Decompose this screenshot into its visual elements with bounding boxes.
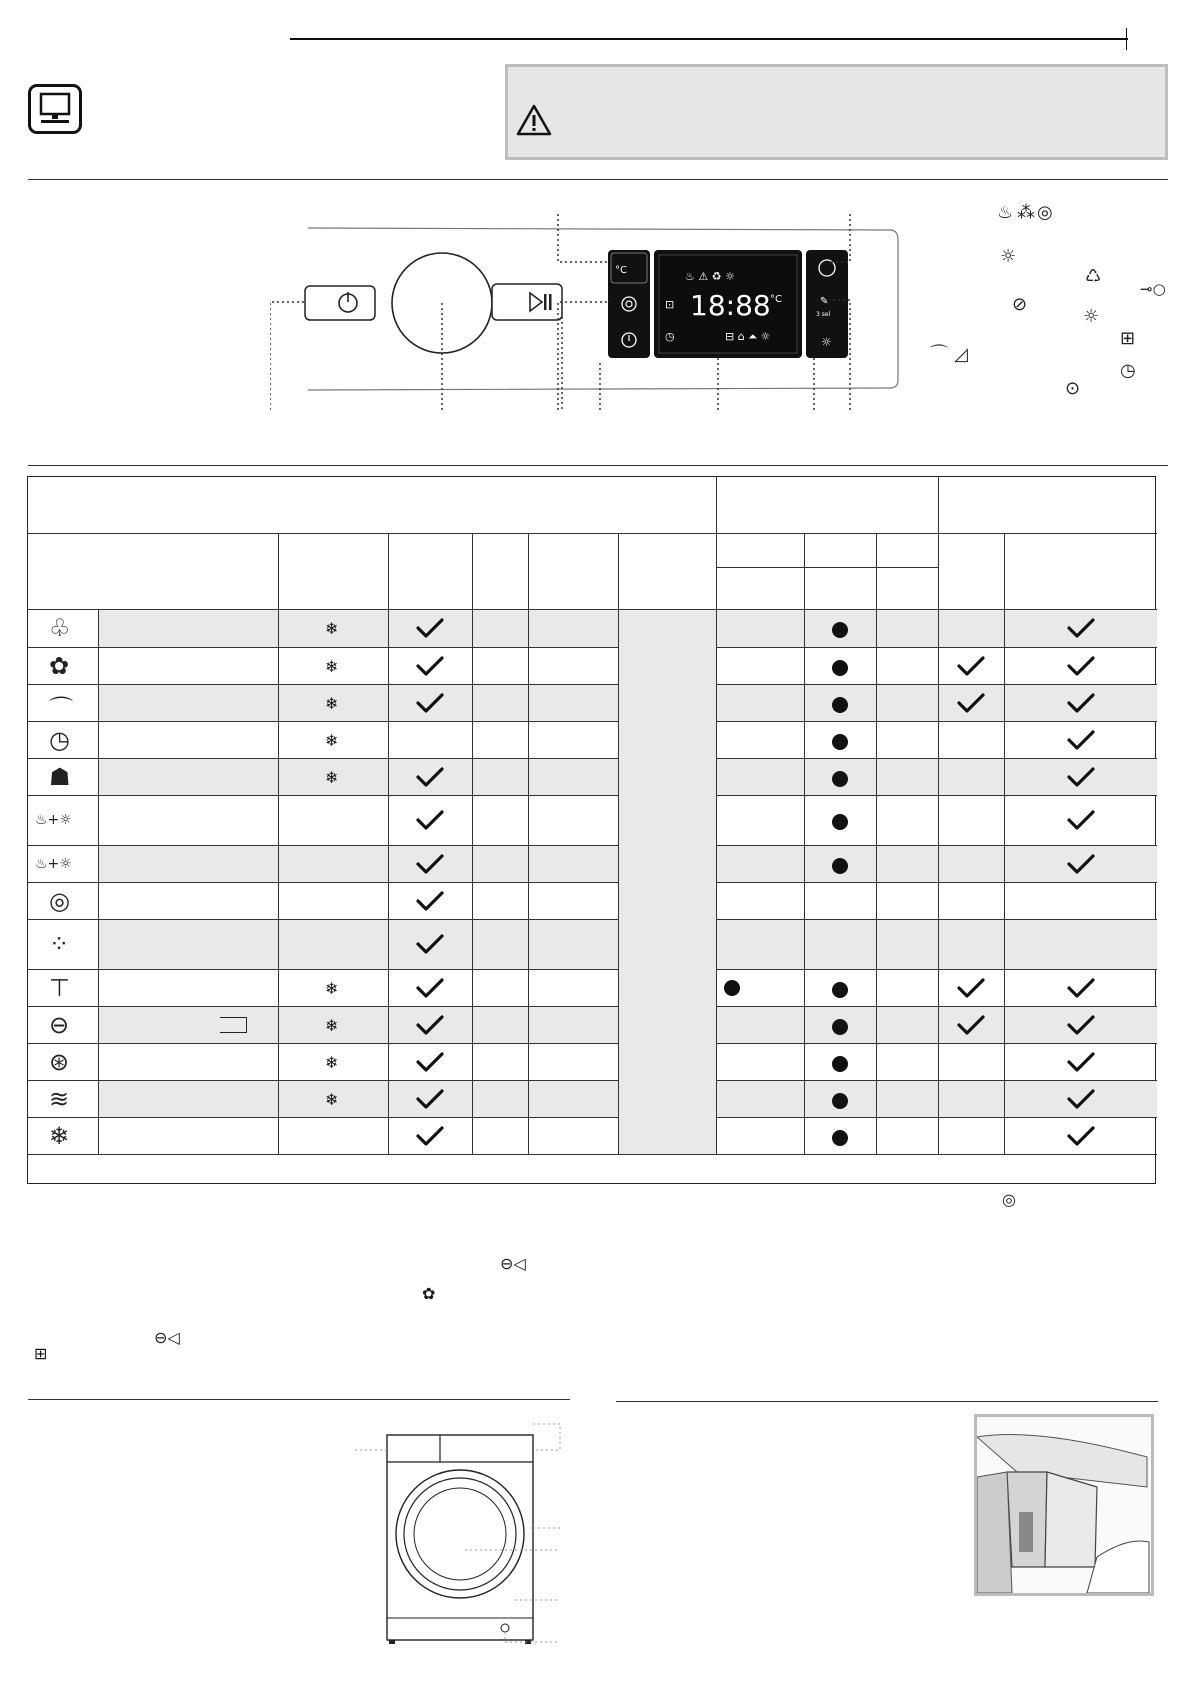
row-shade: [528, 758, 618, 795]
check-mark: [1066, 977, 1096, 999]
spin-icon: ◎: [1037, 202, 1053, 223]
header-rule: [28, 533, 1157, 534]
eco-cotton-icon: ⊖: [49, 1010, 70, 1039]
check-mark: [956, 692, 986, 714]
iron-icon: ◿: [954, 344, 968, 365]
key-lock-icon: ⊸○: [1140, 280, 1166, 298]
check-mark: [415, 809, 445, 831]
row-rule: [28, 758, 618, 759]
hygiene-shirt-icon: ☗: [49, 762, 71, 791]
check-mark: [956, 977, 986, 999]
svg-text:⊡: ⊡: [665, 298, 675, 311]
warning-triangle-icon: [516, 103, 552, 137]
dot-marker: [724, 980, 740, 996]
row-rule: [28, 882, 618, 883]
row-shade: [98, 609, 278, 647]
header-rule-end: [1126, 28, 1127, 50]
control-panel-diagram: [270, 200, 910, 420]
cotton-icon: ✿: [49, 651, 70, 680]
rinse-icon: ⁘: [49, 930, 70, 958]
col-rule: [938, 477, 939, 1154]
row-shade: [98, 684, 278, 721]
row-shade: [716, 684, 804, 721]
row-shade: [528, 1080, 618, 1117]
dot-marker: [832, 814, 848, 830]
row-rule: [28, 684, 618, 685]
snowflake-icon: ❄: [325, 730, 339, 750]
prewash-sun-90-icon: ♨+☼: [35, 855, 72, 872]
table-foot-rule: [28, 1154, 1157, 1155]
spin-drain-icon: ◎: [49, 886, 70, 915]
check-mark: [1066, 1125, 1096, 1147]
check-mark: [1066, 809, 1096, 831]
snowflake-icon: ❄: [325, 1015, 339, 1035]
row-rule: [28, 1043, 618, 1044]
row-rule: [716, 919, 1157, 920]
row-shade: [1068, 919, 1157, 969]
row-rule: [716, 647, 1157, 648]
wool-icon: ⊛: [49, 1047, 70, 1076]
delay-icon: ◷: [1120, 360, 1136, 381]
col-rule: [618, 533, 619, 1154]
svg-text:♨ ⚠ ♻ ☼: ♨ ⚠ ♻ ☼: [685, 270, 735, 283]
row-rule: [28, 795, 618, 796]
section-rule-left: [28, 1399, 570, 1400]
row-shade: [804, 919, 876, 969]
row-shade: [528, 919, 618, 969]
check-mark: [1066, 1014, 1096, 1036]
row-shade: [1004, 845, 1068, 882]
delicates-icon: ≋: [49, 1084, 70, 1113]
detergent-drawer: [974, 1414, 1154, 1596]
row-shade: [98, 919, 278, 969]
snowflake-icon: ❄: [325, 978, 339, 998]
dot-marker: [832, 771, 848, 787]
svg-text:18:88: 18:88: [690, 289, 771, 322]
dot-marker: [832, 660, 848, 676]
row-shade: [98, 758, 278, 795]
dot-marker: [832, 1093, 848, 1109]
row-rule: [716, 1080, 1157, 1081]
header-bottom-rule: [28, 609, 1157, 610]
section-rule-right: [616, 1401, 1158, 1402]
monitor-icon: [28, 84, 82, 134]
check-mark: [956, 655, 986, 677]
row-shade: [472, 609, 528, 647]
check-mark: [415, 1051, 445, 1073]
row-rule: [716, 845, 1157, 846]
row-shade: [472, 684, 528, 721]
check-mark: [415, 933, 445, 955]
svg-text:3 sel: 3 sel: [816, 311, 831, 318]
sun-dry-icon: ☼: [1000, 246, 1017, 267]
eco-timer-icon: ☼: [1083, 306, 1100, 327]
snowflake-icon: ❄: [325, 767, 339, 787]
row-shade: [1004, 684, 1068, 721]
row-shade: [876, 919, 938, 969]
row-shade: [278, 845, 388, 882]
row-shade: [472, 1080, 528, 1117]
check-mark: [1066, 1088, 1096, 1110]
row-shade: [472, 845, 528, 882]
col-rule: [876, 533, 877, 1154]
row-shade: [472, 919, 528, 969]
washing-machine-front: [355, 1420, 565, 1650]
row-shade: [716, 758, 804, 795]
check-mark: [415, 1088, 445, 1110]
check-mark: [415, 655, 445, 677]
warning-box: [505, 64, 1168, 160]
row-rule: [716, 1006, 1157, 1007]
snowflake-icon: ❄: [325, 619, 339, 638]
row-rule: [28, 721, 618, 722]
row-rule: [28, 1006, 618, 1007]
row-rule: [716, 882, 1157, 883]
check-mark: [1066, 853, 1096, 875]
prewash-icon: ♨: [997, 202, 1014, 223]
row-shade: [716, 845, 804, 882]
row-shade: [876, 845, 938, 882]
row-shade: [876, 1006, 938, 1043]
row-shade: [876, 1080, 938, 1117]
row-shade: [472, 758, 528, 795]
section-rule-1: [28, 179, 1168, 180]
col-rule: [278, 533, 279, 1154]
hygiene-icon: ♺: [1085, 266, 1102, 287]
door-icon: ⊞: [1120, 328, 1136, 349]
mixed-icon: ♧: [49, 614, 71, 642]
check-mark: [1066, 766, 1096, 788]
merged-column: [618, 609, 716, 1154]
dot-marker: [832, 982, 848, 998]
check-mark: [415, 692, 445, 714]
footnote-eco-cotton-icon-2: ⊖◁: [154, 1328, 180, 1347]
footnote-eco-cotton-icon: ⊖◁: [500, 1254, 526, 1273]
col-rule: [528, 533, 529, 1154]
shirt-icon: ⊤: [49, 973, 70, 1002]
row-shade: [98, 1080, 278, 1117]
row-shade: [876, 684, 938, 721]
col-rule: [1004, 533, 1005, 1154]
check-mark: [415, 1125, 445, 1147]
row-rule: [716, 684, 1157, 685]
snowflake-icon: ❄: [325, 1089, 339, 1109]
dot-marker: [832, 697, 848, 713]
row-shade: [98, 1006, 278, 1043]
check-mark: [1066, 617, 1096, 639]
footnote-spin-icon: ◎: [1002, 1190, 1016, 1209]
row-shade: [98, 845, 278, 882]
row-shade: [278, 919, 388, 969]
row-shade: [716, 1080, 804, 1117]
dot-marker: [832, 622, 848, 638]
row-shade: [938, 919, 1004, 969]
check-mark: [415, 890, 445, 912]
cold-15-icon: ❄: [49, 1121, 70, 1150]
check-mark: [956, 1014, 986, 1036]
check-mark: [415, 853, 445, 875]
col-rule: [804, 533, 805, 1154]
svg-text:°C: °C: [615, 265, 627, 276]
rapid-30-icon: ◷: [49, 725, 70, 754]
synthetics-icon: ⌒: [49, 694, 73, 723]
check-mark: [1066, 1051, 1096, 1073]
check-mark: [415, 766, 445, 788]
svg-text:◷: ◷: [665, 330, 675, 343]
row-shade: [938, 845, 1004, 882]
row-shade: [876, 609, 938, 647]
rinse-hold-icon: ⊙: [1065, 378, 1081, 399]
program-table: [27, 476, 1156, 1184]
check-mark: [415, 977, 445, 999]
row-rule: [28, 845, 618, 846]
row-shade: [938, 1080, 1004, 1117]
row-shade: [528, 684, 618, 721]
row-shade: [876, 758, 938, 795]
svg-text:⊟ ⌂ ⏶ ☼: ⊟ ⌂ ⏶ ☼: [725, 330, 771, 343]
dot-marker: [832, 1019, 848, 1035]
row-rule: [716, 758, 1157, 759]
svg-text:°C: °C: [770, 294, 782, 305]
subheader-rule: [716, 567, 938, 568]
row-rule: [716, 721, 1157, 722]
row-shade: [1004, 609, 1068, 647]
dot-marker: [832, 734, 848, 750]
dot-marker: [832, 858, 848, 874]
row-shade: [716, 1006, 804, 1043]
section-rule-2: [28, 465, 1168, 466]
row-shade: [938, 758, 1004, 795]
row-rule: [716, 969, 1157, 970]
col-rule: [388, 533, 389, 1154]
row-shade: [1004, 919, 1068, 969]
row-rule: [28, 919, 618, 920]
footnote-door-icon: ⊞: [34, 1344, 48, 1363]
check-mark: [415, 1014, 445, 1036]
eco-tag-icon: [220, 1017, 247, 1033]
check-mark: [415, 617, 445, 639]
steam-icon: ⁂: [1017, 202, 1035, 223]
row-shade: [528, 1006, 618, 1043]
col-rule: [716, 477, 717, 1154]
snowflake-icon: ❄: [325, 693, 339, 713]
no-prewash-icon: ⊘: [1012, 294, 1028, 315]
row-shade: [528, 609, 618, 647]
row-shade: [938, 609, 1004, 647]
dot-marker: [832, 1056, 848, 1072]
row-rule: [716, 795, 1157, 796]
check-mark: [1066, 692, 1096, 714]
row-shade: [1004, 1080, 1068, 1117]
check-mark: [1066, 655, 1096, 677]
svg-text:☼: ☼: [821, 335, 832, 349]
col-rule: [472, 533, 473, 1154]
row-rule: [716, 1043, 1157, 1044]
row-rule: [28, 1117, 618, 1118]
svg-text:✎: ✎: [820, 296, 829, 307]
row-rule: [28, 969, 618, 970]
row-shade: [472, 1006, 528, 1043]
row-shade: [1004, 1006, 1068, 1043]
row-shade: [716, 609, 804, 647]
row-rule: [716, 1117, 1157, 1118]
col-rule: [98, 609, 99, 1154]
row-rule: [28, 1080, 618, 1081]
dot-marker: [832, 1130, 848, 1146]
row-rule: [28, 647, 618, 648]
check-mark: [1066, 729, 1096, 751]
power-button: [305, 286, 375, 320]
header-rule: [290, 38, 1128, 40]
symbol-legend: [920, 200, 1170, 400]
row-shade: [528, 845, 618, 882]
snowflake-icon: ❄: [325, 656, 339, 676]
hanger-icon: ⌒: [930, 344, 948, 365]
snowflake-icon: ❄: [325, 1052, 339, 1072]
prewash-sun-45-icon: ♨+☼: [35, 812, 72, 828]
footnote-cotton-icon: ✿: [422, 1284, 436, 1303]
row-shade: [716, 919, 804, 969]
row-shade: [1004, 758, 1068, 795]
